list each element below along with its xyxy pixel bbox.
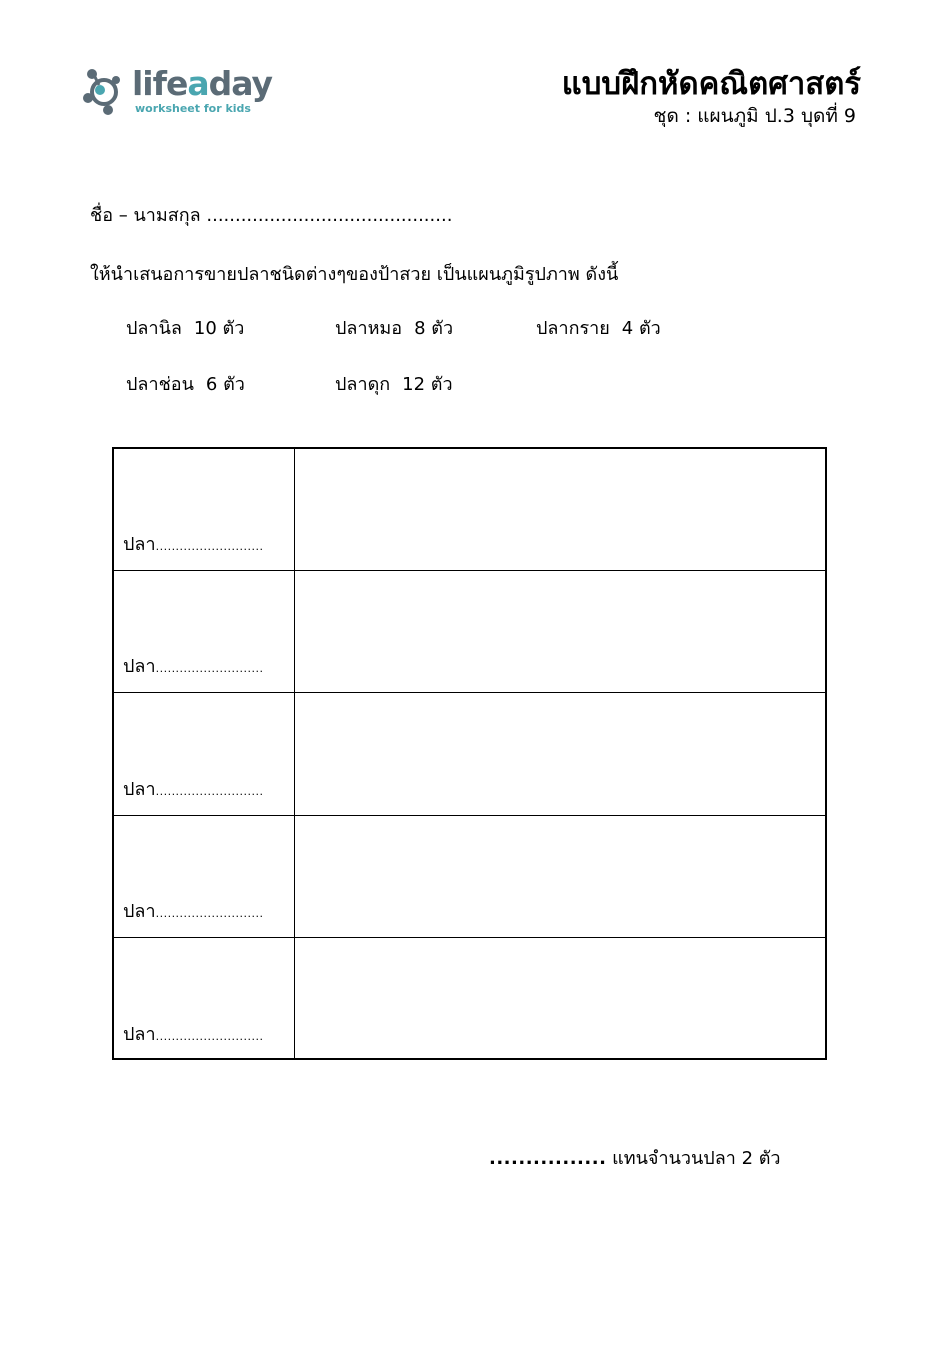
table-row [114,449,825,571]
fish-name: ปลากราย [536,318,610,339]
fish-label-blank: ........................... [155,662,264,676]
picture-cell[interactable] [295,693,825,814]
fish-label-blank: ........................... [155,784,264,798]
fish-count: 12 ตัว [402,374,453,395]
fish-label-cell[interactable] [114,571,295,692]
fish-label-cell[interactable] [114,816,295,937]
picture-cell[interactable] [295,816,825,937]
fish-name: ปลาดุก [335,374,391,395]
legend-symbol-blank[interactable]: ................ [489,1148,607,1169]
worksheet-title: แบบฝึกหัดคณิตศาสตร์ [561,66,861,102]
fish-label: ปลา [123,778,156,800]
logo [82,64,272,124]
fish-label-blank: ........................... [155,906,264,920]
table-row [114,816,825,938]
logo-tagline: worksheet for kids [135,102,251,115]
fish-label: ปลา [123,534,156,556]
legend-text: แทนจำนวนปลา 2 ตัว [612,1148,781,1169]
fish-name: ปลาหมอ [335,318,403,339]
fish-item [126,313,244,342]
fish-label: ปลา [123,900,156,922]
fish-label: ปลา [123,656,156,678]
fish-label-blank: ........................... [155,1029,264,1043]
picture-cell[interactable] [295,938,825,1060]
worksheet-subtitle: ชุด : แผนภูมิ ป.3 บุดที่ 9 [653,105,856,127]
pictograph-table [112,447,827,1060]
fish-label-cell[interactable] [114,938,295,1060]
fish-item [536,313,661,342]
table-row [114,693,825,815]
fish-count: 6 ตัว [205,374,245,395]
fish-count: 10 ตัว [193,318,245,339]
table-row [114,938,825,1060]
picture-cell[interactable] [295,449,825,570]
fish-label-cell[interactable] [114,449,295,570]
fish-name: ปลาช่อน [126,374,194,395]
fish-label-cell[interactable] [114,693,295,814]
picture-cell[interactable] [295,571,825,692]
fish-item [335,313,453,342]
logo-wordmark: lifeaday [132,64,273,103]
name-field-label[interactable]: ชื่อ – นามสกุล ........................................... [90,205,453,226]
fish-name: ปลานิล [126,318,182,339]
fish-label: ปลา [123,1023,156,1045]
fish-item [335,369,453,398]
fish-count: 8 ตัว [414,318,454,339]
instruction-text: ให้นำเสนอการขายปลาชนิดต่างๆของป้าสวย เป็นแผนภูมิรูปภาพ ดังนี้ [90,264,619,285]
fish-label-blank: ........................... [155,540,264,554]
table-row [114,571,825,693]
fish-count: 4 ตัว [621,318,661,339]
legend [489,1143,781,1172]
molecule-logo-icon [82,66,130,116]
fish-item [126,369,245,398]
